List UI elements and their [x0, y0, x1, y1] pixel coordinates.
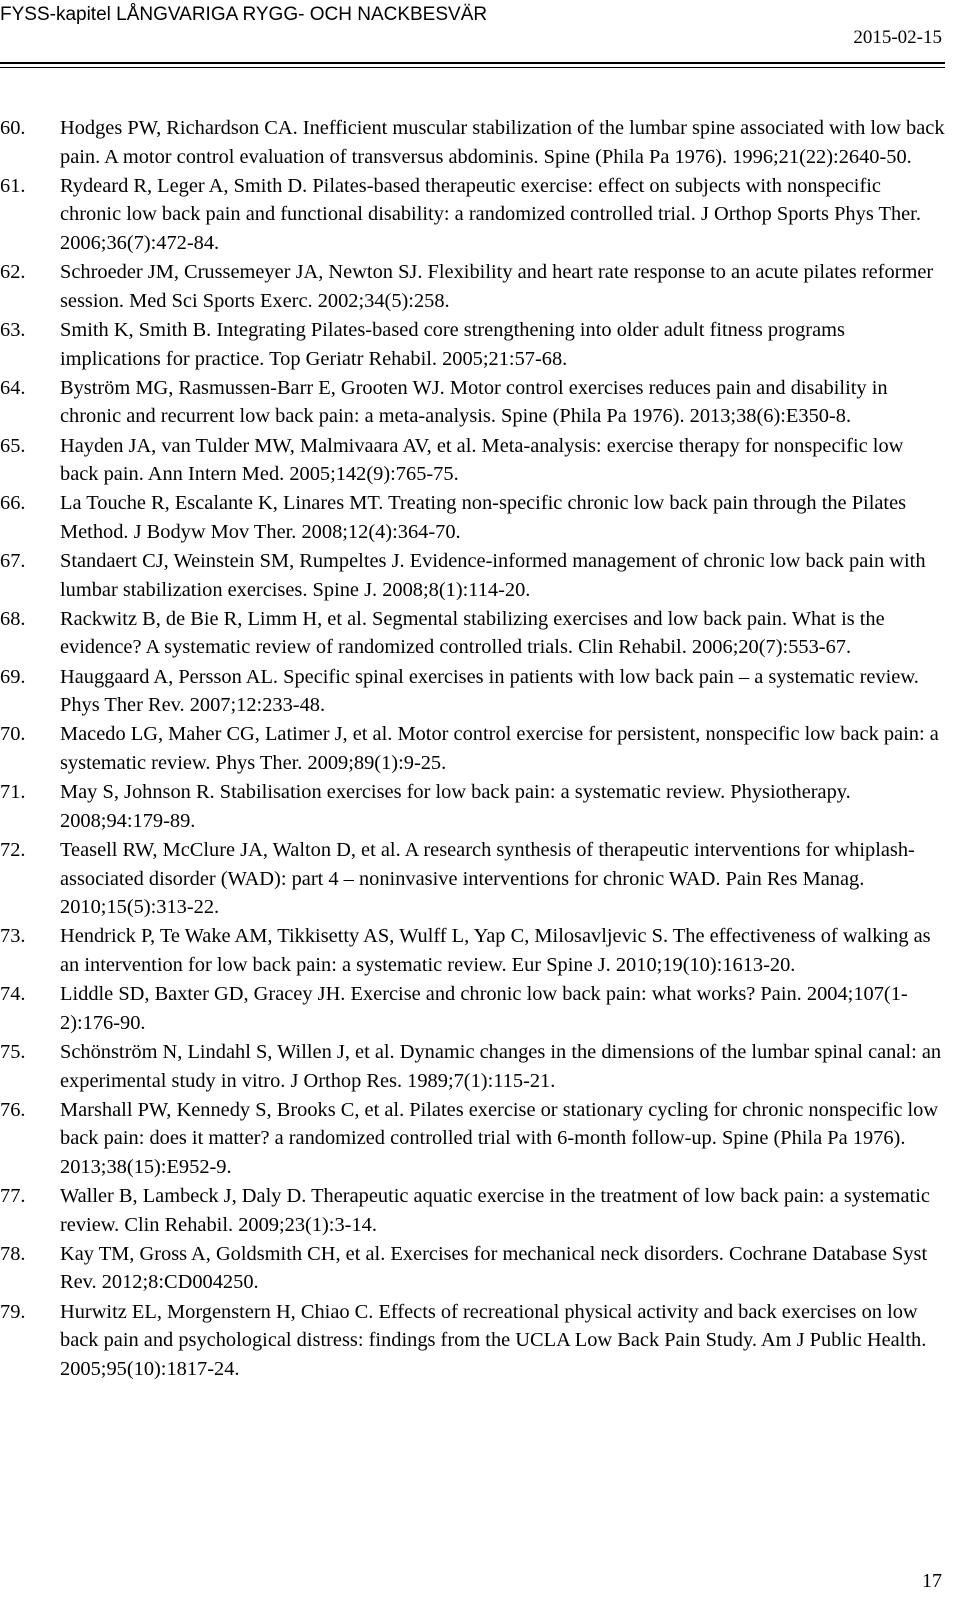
reference-item: [0, 605, 945, 662]
reference-item: [0, 1182, 945, 1239]
reference-text: Macedo LG, Maher CG, Latimer J, et al. Motor control exercise for persistent, nonspecific low back pain: a systematic review. Phys Ther. 2009;89(1):9-25.: [60, 723, 939, 774]
reference-number: 67.: [0, 550, 26, 573]
reference-item: [0, 922, 945, 979]
header-rule-thin: [0, 67, 945, 68]
reference-number: 61.: [0, 174, 26, 197]
reference-item: [0, 114, 945, 171]
reference-text: La Touche R, Escalante K, Linares MT. Treating non-specific chronic low back pain through the Pilates Method. J Bodyw Mov Ther. 2008;12(4):364-70.: [60, 492, 907, 543]
reference-number: 69.: [0, 665, 26, 688]
header-rule: [0, 62, 945, 64]
reference-item: [0, 980, 945, 1037]
reference-number: 73.: [0, 925, 26, 948]
reference-number: 72.: [0, 838, 26, 861]
reference-text: Hurwitz EL, Morgenstern H, Chiao C. Effects of recreational physical activity and back exercises on low back pain and psychological distress: findings from the UCLA Low Back Pain Study. Am J Public Health. 2005;95(10):1817-24.: [60, 1300, 927, 1380]
reference-item: [0, 720, 945, 777]
reference-item: [0, 316, 945, 373]
reference-number: 62.: [0, 261, 26, 284]
reference-text: Marshall PW, Kennedy S, Brooks C, et al. Pilates exercise or stationary cycling for chronic nonspecific low back pain: does it matter? a randomized controlled trial with 6-month follow-up. Spine (Phila Pa 1976). 2013;38(15):E952-9.: [60, 1098, 939, 1178]
page-number: 17: [922, 1570, 942, 1592]
reference-text: Schönström N, Lindahl S, Willen J, et al. Dynamic changes in the dimensions of the lumbar spinal canal: an experimental study in vitro. J Orthop Res. 1989;7(1):115-21.: [60, 1040, 942, 1092]
reference-number: 71.: [0, 781, 26, 804]
reference-item: [0, 432, 945, 489]
reference-text: Hendrick P, Te Wake AM, Tikkisetty AS, Wulff L, Yap C, Milosavljevic S. The effectiveness of walking as an intervention for low back pain: a systematic review. Eur Spine J. 2010;19(10):1613-20.: [60, 925, 931, 976]
reference-text: Smith K, Smith B. Integrating Pilates-based core strengthening into older adult fitness programs implications for practice. Top Geriatr Rehabil. 2005;21:57-68.: [60, 318, 845, 370]
reference-number: 77.: [0, 1185, 26, 1208]
reference-item: [0, 663, 945, 720]
header-title: FYSS-kapitel LÅNGVARIGA RYGG- OCH NACKBESVÄR: [0, 4, 488, 25]
reference-text: Schroeder JM, Crussemeyer JA, Newton SJ. Flexibility and heart rate response to an acute pilates reformer session. Med Sci Sports Exerc. 2002;34(5):258.: [60, 261, 934, 312]
reference-number: 75.: [0, 1040, 26, 1063]
reference-number: 68.: [0, 607, 26, 630]
reference-item: [0, 547, 945, 604]
reference-item: [0, 172, 945, 258]
reference-number: 65.: [0, 434, 26, 457]
reference-number: 60.: [0, 117, 26, 139]
reference-text: Waller B, Lambeck J, Daly D. Therapeutic aquatic exercise in the treatment of low back pain: a systematic review. Clin Rehabil. 2009;23(1):3-14.: [60, 1185, 930, 1236]
reference-number: 64.: [0, 376, 26, 399]
reference-text: Hauggaard A, Persson AL. Specific spinal exercises in patients with low back pain – a systematic review. Phys Ther Rev. 2007;12:233-48.: [60, 665, 919, 717]
reference-text: Liddle SD, Baxter GD, Gracey JH. Exercise and chronic low back pain: what works? Pain. 2004;107(1-2):176-90.: [60, 983, 908, 1034]
reference-text: May S, Johnson R. Stabilisation exercises for low back pain: a systematic review. Physiotherapy. 2008;94:179-89.: [60, 781, 851, 832]
reference-item: [0, 836, 945, 922]
reference-text: Kay TM, Gross A, Goldsmith CH, et al. Exercises for mechanical neck disorders. Cochrane Database Syst Rev. 2012;8:CD004250.: [60, 1242, 928, 1294]
reference-item: [0, 1298, 945, 1384]
reference-text: Standaert CJ, Weinstein SM, Rumpeltes J. Evidence-informed management of chronic low back pain with lumbar stabilization exercises. Spine J. 2008;8(1):114-20.: [60, 550, 926, 601]
reference-text: Teasell RW, McClure JA, Walton D, et al. A research synthesis of therapeutic interventions for whiplash-associated disorder (WAD): part 4 – noninvasive interventions for chronic WAD. Pain Res Manag. 2010;15(5):313-22.: [60, 838, 915, 919]
reference-text: Hayden JA, van Tulder MW, Malmivaara AV, et al. Meta-analysis: exercise therapy for nonspecific low back pain. Ann Intern Med. 2005;142(9):765-75.: [60, 434, 904, 486]
reference-number: 70.: [0, 723, 26, 746]
reference-number: 63.: [0, 318, 26, 341]
reference-item: [0, 778, 945, 835]
reference-item: [0, 1240, 945, 1297]
reference-number: 66.: [0, 492, 26, 515]
reference-item: [0, 1096, 945, 1182]
page-header: [0, 0, 960, 72]
reference-number: 78.: [0, 1242, 26, 1265]
reference-number: 79.: [0, 1300, 26, 1323]
reference-item: [0, 1038, 945, 1095]
reference-text: Hodges PW, Richardson CA. Inefficient muscular stabilization of the lumbar spine associated with low back pain. A motor control evaluation of transversus abdominis. Spine (Phila Pa 1976). 1996;21(22):2640-50.: [60, 117, 945, 168]
header-date: 2015-02-15: [853, 27, 942, 48]
reference-item: [0, 489, 945, 546]
reference-text: Rydeard R, Leger A, Smith D. Pilates-based therapeutic exercise: effect on subjects with nonspecific chronic low back pain and functional disability: a randomized controlled trial. J Orthop Sports Phys Ther. 2006;36(7):472-84.: [60, 174, 921, 254]
reference-item: [0, 258, 945, 315]
reference-text: Rackwitz B, de Bie R, Limm H, et al. Segmental stabilizing exercises and low back pain. What is the evidence? A systematic review of randomized controlled trials. Clin Rehabil. 2006;20(7):553-67.: [60, 607, 885, 659]
reference-text: Byström MG, Rasmussen-Barr E, Grooten WJ. Motor control exercises reduces pain and disability in chronic and recurrent low back pain: a meta-analysis. Spine (Phila Pa 1976). 2013;38(6):E350-8.: [60, 376, 888, 428]
reference-number: 76.: [0, 1098, 26, 1121]
reference-number: 74.: [0, 983, 26, 1006]
reference-item: [0, 374, 945, 431]
reference-list: [0, 114, 945, 1384]
